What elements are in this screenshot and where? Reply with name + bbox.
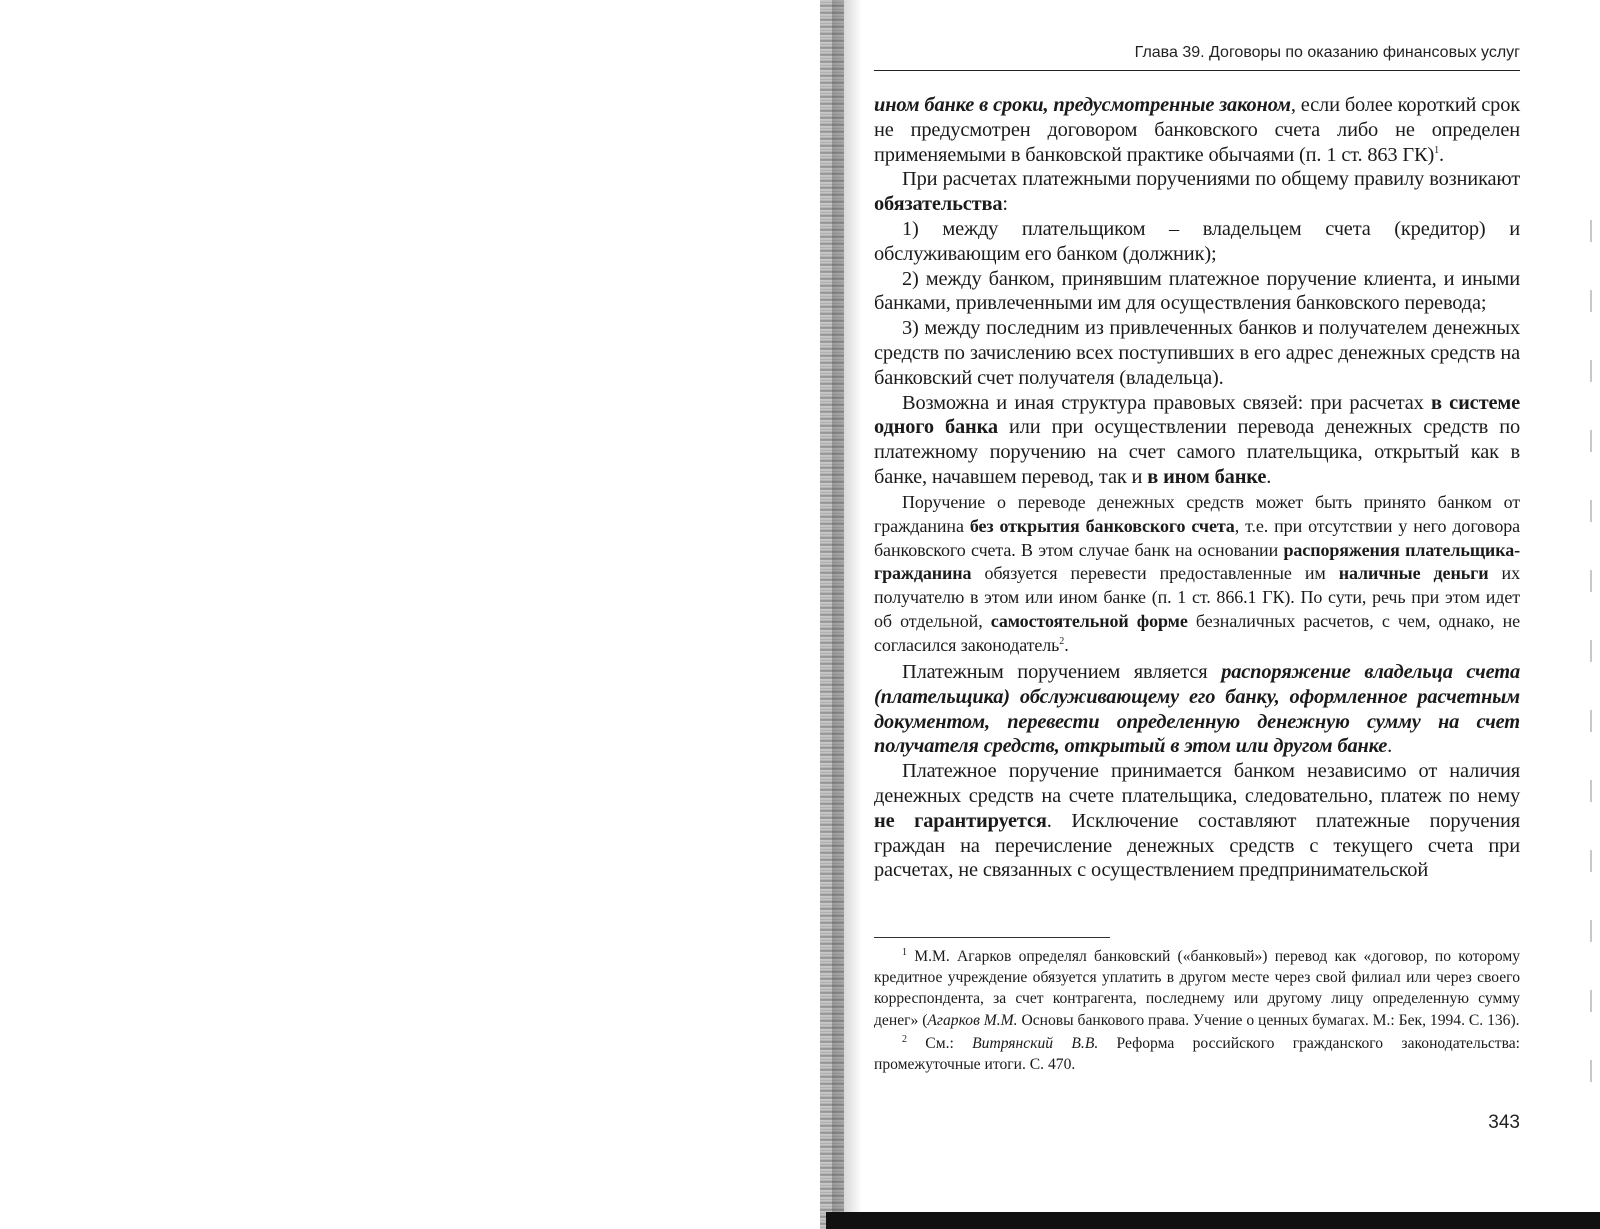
footnote-2 bbox=[874, 1033, 1520, 1075]
text-run: При расчетах платежными поручениями по общему правилу возникают bbox=[902, 168, 1520, 191]
bold-term: в ином банке bbox=[1147, 465, 1267, 488]
definition-emphasis: распоряжение владельца счета (плательщика) обслуживающему его банку, оформленное расчетным документом, перевести определенную денежную сумму на счет получателя средств, открытый в этом или другом банке bbox=[874, 661, 1520, 758]
paragraph-1 bbox=[874, 93, 1520, 167]
text-run: . bbox=[1387, 735, 1393, 758]
list-item-2: 2) между банком, принявшим платежное поручение клиента, и иными банками, привлеченными им для осуществления банковского перевода; bbox=[874, 267, 1520, 315]
footnote-ref-2: 2 bbox=[1059, 636, 1065, 648]
paragraph-6 bbox=[874, 759, 1520, 883]
bold-term: наличные деньги bbox=[1338, 563, 1489, 584]
footnotes bbox=[874, 946, 1520, 1077]
paragraph-5-definition bbox=[874, 660, 1520, 759]
footnote-mark: 2 bbox=[902, 1033, 907, 1045]
footnote-ref-1: 1 bbox=[1434, 144, 1440, 156]
text-run: их получателю в этом или ином банке (п. 1 ст. 866.1 ГК). По сути, речь при этом идет об отдельной, bbox=[874, 563, 1520, 632]
bold-term: без открытия банковского счета bbox=[969, 515, 1235, 536]
header-rule bbox=[874, 70, 1520, 71]
text-run: , если более короткий срок не предусмотрен договором банковского счета либо не определен применяемыми в банковской практике обычаями (п. 1 ст. 863 ГК) bbox=[874, 94, 1520, 166]
text-run: , т.е. при отсутствии у него договора банковского счета. В этом случае банк на основании bbox=[874, 515, 1521, 560]
paragraph-2 bbox=[874, 167, 1520, 217]
text-run: : bbox=[1002, 193, 1008, 216]
author-citation: Витрянский В.В. bbox=[972, 1034, 1099, 1052]
author-citation: Агарков М.М. bbox=[927, 1011, 1018, 1029]
text-run: безналичных расчетов, с чем, однако, не согласился законодатель bbox=[874, 611, 1520, 656]
running-head: Глава 39. Договоры по оказанию финансовых услуг bbox=[1134, 44, 1520, 61]
bold-term: распоряжения плательщика-гражданина bbox=[874, 539, 1520, 584]
bold-term: в системе одного банка bbox=[874, 391, 1520, 439]
text-run: Платежное поручение принимается банком независимо от наличия денежных средств на счете плательщика, следовательно, платеж по нему bbox=[874, 760, 1520, 808]
text-run: обязуется перевести предоставленные им bbox=[971, 563, 1339, 584]
bold-term: самостоятельной форме bbox=[990, 611, 1188, 632]
list-item-1: 1) между плательщиком – владельцем счета (кредитор) и обслуживающим его банком (должник); bbox=[874, 217, 1520, 265]
scan-bottom-edge bbox=[826, 1212, 1600, 1229]
text-run: Возможна и иная структура правовых связей: при расчетах bbox=[902, 391, 1432, 414]
footnote-rule bbox=[874, 937, 1110, 938]
page-edge-marks bbox=[1590, 220, 1592, 1120]
bold-term: обязательства bbox=[874, 193, 1003, 216]
text-run: . bbox=[1266, 465, 1272, 488]
text-run: . Исключение составляют платежные поручения граждан на перечисление денежных средств с текущего счета при расчетах, не связанных с осуществлением предпринимательской bbox=[874, 809, 1520, 882]
text-run: М.М. Агарков определял банковский («банковый») перевод как «договор, по которому кредитное учреждение обязуется уплатить в другом месте через свой филиал или через своего корреспондента, за счет контрагента, последнему или другому лицу определенную сумму денег» ( bbox=[874, 948, 1520, 1029]
text-run: Платежным поручением является bbox=[902, 661, 1222, 684]
text-run: или при осуществлении перевода денежных средств по платежному поручению на счет самого плательщика, открытый как в банке, начавшем перевод, так и bbox=[874, 416, 1520, 488]
emphasis: ином банке в сроки, предусмотренные законом bbox=[874, 94, 1291, 116]
binding-shadow bbox=[832, 0, 862, 1229]
page-number: 343 bbox=[1488, 1112, 1520, 1133]
paragraph-4-small bbox=[874, 491, 1520, 658]
footnote-mark: 1 bbox=[902, 946, 907, 958]
footnote-1 bbox=[874, 946, 1520, 1031]
list-item-3: 3) между последним из привлеченных банков и получателем денежных средств по зачислению всех поступивших в его адрес денежных средств на банковский счет получателя (владельца). bbox=[874, 317, 1520, 389]
text-run: Основы банкового права. Учение о ценных бумагах. М.: Бек, 1994. С. 136). bbox=[1017, 1011, 1520, 1029]
text-run: . bbox=[1439, 143, 1444, 166]
text-run: . bbox=[1064, 635, 1069, 656]
bold-term: не гарантируется bbox=[874, 809, 1047, 832]
body-text bbox=[874, 93, 1520, 883]
text-run: Реформа российского гражданского законодательства: промежуточные итоги. С. 470. bbox=[874, 1034, 1520, 1074]
text-run: См.: bbox=[907, 1034, 973, 1052]
paragraph-3 bbox=[874, 391, 1520, 490]
text-run: Поручение о переводе денежных средств может быть принято банком от гражданина bbox=[874, 491, 1520, 536]
